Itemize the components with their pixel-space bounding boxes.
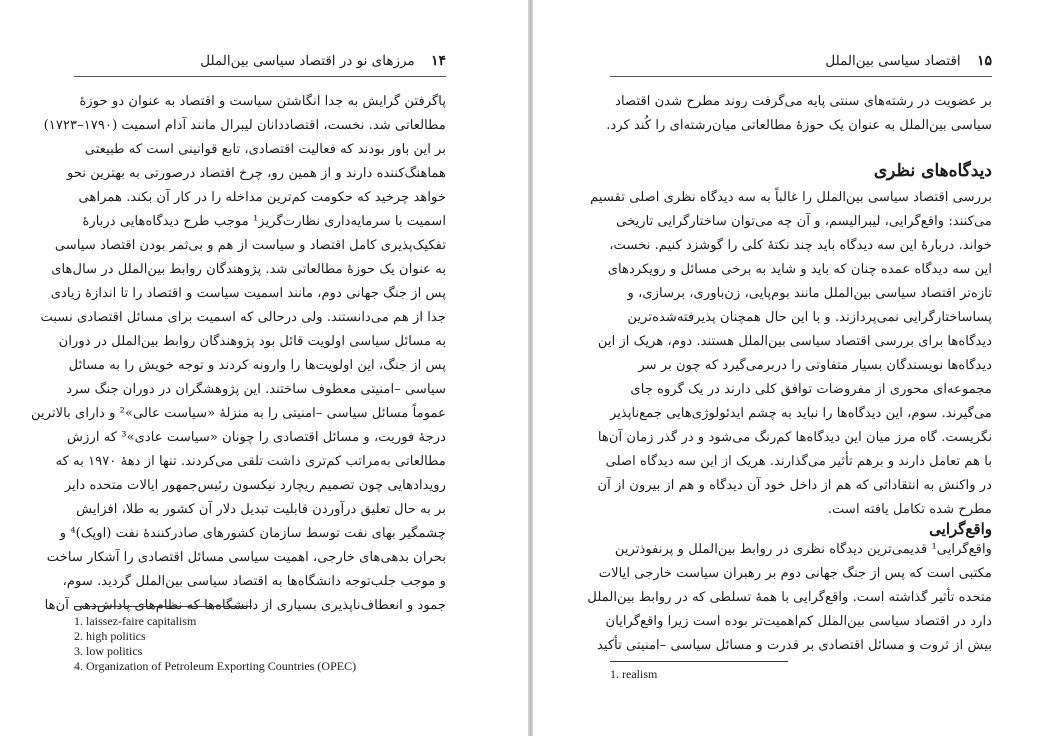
body-line: متحده تأثیر گذاشته است. واقع‌گرایی با همهٔ تسلطی که در روابط بین‌الملل [587, 590, 992, 605]
page-number: ۱۵ [976, 53, 992, 69]
header-rule [74, 76, 446, 77]
body-line: خواند. دربارهٔ این سه دیدگاه باید چند نکتهٔ کلی را گوشزد کنیم. نخست، [609, 238, 992, 253]
footnotes [610, 667, 982, 682]
body-line: در واکنش به انتقاداتی که هم از داخل خود آن دیدگاه و هم از بیرون از آن [597, 478, 992, 493]
header-rule [610, 76, 992, 77]
body-line: جمود و انعطاف‌ناپذیری بسیاری از دانشگاه‌ها که نظام‌های پاداش‌دهی آن‌ها [44, 598, 446, 613]
body-line: بر این باور بودند که فعالیت اقتصادی، تابع قوانینی است که طبیعتی [84, 142, 446, 157]
body-line: دیدگاه‌ها برای بررسی اقتصاد سیاسی بین‌الملل هستند. دوم، هریک از این [597, 334, 992, 349]
body-line: این سه دیدگاه عمده چنان که باید و شاید به برخی مسائل و رویکردهای [607, 262, 992, 277]
body-line: با هم تعامل دارند و برهم تأثیر می‌گذارند. هریک از این سه دیدگاه اصلی [605, 454, 992, 469]
section-text [590, 186, 992, 522]
body-line: تفکیک‌پذیری کامل اقتصاد و سیاست از هم و بی‌ثمر بودن اقتصاد سیاسی [54, 238, 446, 253]
body-line: رویدادهایی چون تصمیم ریچارد نیکسون رئیس‌جمهور ایالات متحده دایر [64, 478, 446, 493]
body-line: عموماً مسائل سیاسی –امنیتی را به منزلهٔ «سیاست عالی»² و دارای بالاترین [30, 406, 446, 421]
footnote: 1. laissez-faire capitalism [74, 614, 197, 628]
body-line: مکتبی است که پس از جنگ جهانی دوم بر رهبران سیاست خارجی ایالات [598, 566, 992, 581]
body-line: می‌کنند: واقع‌گرایی، لیبرالیسم، و آن چه می‌توان ساختارگرایی تاریخی [616, 214, 992, 229]
right-page [533, 0, 1061, 736]
footnote: 2. high politics [74, 629, 146, 643]
body-line: دارد در اقتصاد سیاسی بین‌الملل کم‌اهمیت‌تر بوده است زیرا واقع‌گرایان [605, 614, 992, 629]
body-line: پاگرفتن گرایش به جدا انگاشتن سیاست و اقتصاد به عنوان دو حوزهٔ [79, 94, 446, 109]
running-title: اقتصاد سیاسی بین‌الملل [825, 53, 961, 69]
body-line: می‌گیرند. سوم، این دیدگاه‌ها را نباید به چشم ایدئولوژی‌هایی جمع‌ناپذیر [609, 406, 992, 421]
body-line: مجموعه‌ای محوری از مفروضات توافق کلی دارند در یک گروه جای [630, 382, 992, 397]
footnote-rule [74, 606, 252, 607]
page-header [610, 50, 992, 72]
opening-text [606, 90, 992, 138]
body-line: بررسی اقتصاد سیاسی بین‌الملل را غالباً به سه دیدگاه نظری اصلی تقسیم [590, 190, 992, 205]
body-line: سیاسی –امنیتی معطوف ساختند. این پژوهشگران در دوران جنگ سرد [66, 382, 446, 397]
body-line: مطالعاتی به‌مراتب کم‌تری داشت تلقی می‌کردند. تنها از دههٔ ۱۹۷۰ به که [55, 454, 446, 469]
section-title: دیدگاه‌های نظری [873, 161, 992, 181]
left-page [0, 0, 528, 736]
body-line: جدا از هم می‌دانستند. ولی درحالی که اسمیت برای مسائل اقتصادی نسبت [40, 310, 446, 325]
body-line: پس از جنگ، این اولویت‌ها را وارونه کردند و توجه خویش را به مسائل [68, 358, 446, 373]
body-line: تازه‌تر اقتصاد سیاسی بین‌الملل مانند بوم‌پایی، زن‌باوری، برسازی، و [627, 286, 992, 301]
footnote: 3. low politics [74, 644, 143, 658]
footnote-rule [610, 661, 788, 662]
body-line: چشمگیر بهای نفت توسط سازمان کشورهای صادرکنندهٔ نفت (اوپک)⁴ و [59, 526, 446, 541]
body-text [30, 90, 446, 618]
body-line: خواهد چرخید که حکومت کم‌ترین مداخله را در کار آن بکند. همراهی [78, 190, 446, 205]
body-line: دیدگاه‌ها نویسندگان بسیار متفاوتی را دربرمی‌گیرد که چون بر سر [638, 358, 992, 373]
body-line: اسمیت با سرمایه‌داری نظارت‌گریز¹ موجب طرح دیدگاه‌هایی دربارهٔ [82, 214, 446, 229]
body-line: نگریست. گاه مرز میان این دیدگاه‌ها کم‌رنگ می‌شود و در گذر زمان آن‌ها [597, 430, 992, 445]
body-line: بیش از ثروت و مسائل اقتصادی بر قدرت و مسائل سیاسی –امنیتی تأکید [596, 638, 992, 653]
body-line: درجهٔ فوریت، و مسائل اقتصادی را چونان «سیاست عادی»³ که ارزش [67, 430, 446, 445]
body-line: مطالعاتی شد. نخست، اقتصاددانان لیبرال مانند آدام اسمیت (۱۷۹۰–۱۷۲۳) [43, 118, 446, 133]
page-header [74, 50, 446, 72]
footnotes [74, 614, 446, 674]
body-line: بحران بدهی‌های خارجی، اهمیت سیاسی مسائل اقتصادی را آشکار ساخت [46, 550, 446, 565]
body-line: هماهنگ‌کننده دارند و از همین رو، چرخ اقتصاد درصورتی به بهترین نحو [67, 166, 446, 181]
body-line: پس از جنگ جهانی دوم، مانند اسمیت سیاست و اقتصاد را تا اندازهٔ زیادی [50, 286, 446, 301]
body-line: بر عضویت در رشته‌های سنتی پایه می‌گرفت روند مطرح شدن اقتصاد [615, 94, 992, 109]
page-number: ۱۴ [430, 53, 446, 69]
body-line: و موجب جلب‌توجه دانشگاه‌ها به اقتصاد سیاسی بین‌الملل گردید. سوم، [62, 574, 446, 589]
body-line: مطرح شده تکامل یافته است. [827, 502, 992, 517]
body-line: پساساختارگرایی نمی‌پردازند. و با این حال همچنان پذیرفته‌شده‌ترین [627, 310, 992, 325]
body-line: به عنوان یک حوزهٔ مطالعاتی شد. پژوهندگان روابط بین‌الملل در سال‌های [51, 262, 446, 277]
body-line: به مسائل سیاسی اولویت قائل بود پژوهندگان روابط بین‌الملل در دوران [58, 334, 446, 349]
subsection-title: واقع‌گرایی [929, 520, 992, 538]
subsection-text [587, 538, 992, 658]
body-line: واقع‌گرایی¹ قدیمی‌ترین دیدگاه نظری در روابط بین‌الملل و پرنفوذترین [614, 542, 992, 557]
body-line: بر به حال تعلیق درآوردن قابلیت تبدیل دلار آن کشور به طلا، افزایش [76, 502, 446, 517]
footnote: 1. realism [610, 667, 658, 681]
body-line: سیاسی بین‌الملل به عنوان یک حوزهٔ مطالعاتی میان‌رشته‌ای را کُند کرد. [606, 118, 992, 133]
running-title: مرزهای نو در اقتصاد سیاسی بین‌الملل [200, 53, 415, 69]
footnote: 4. Organization of Petroleum Exporting Countries (OPEC) [74, 659, 357, 673]
